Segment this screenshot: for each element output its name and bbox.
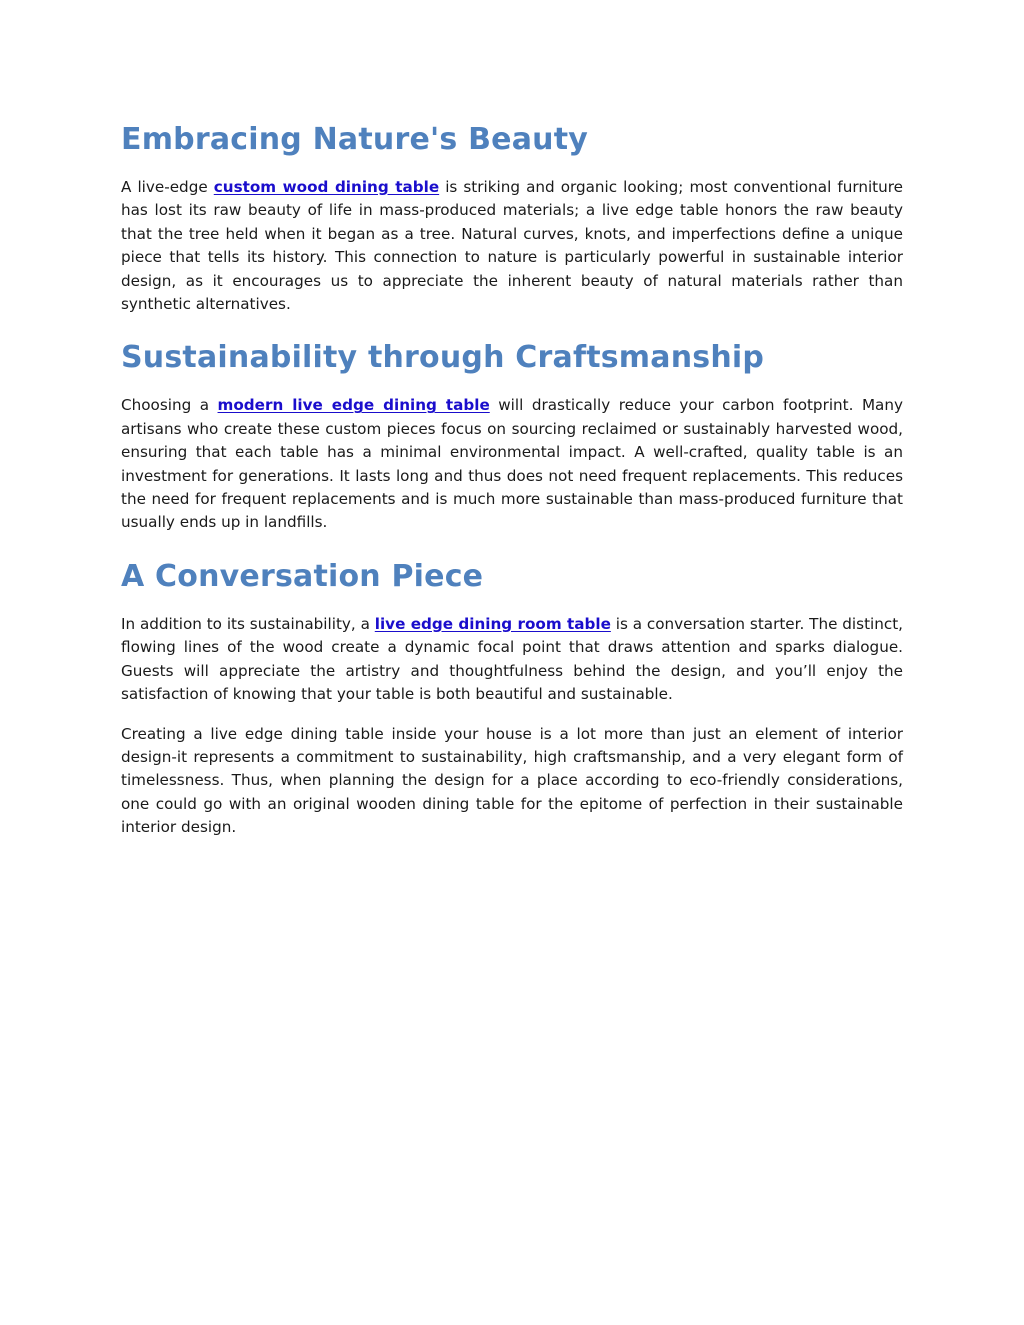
text-segment: is a conversation starter. The distinct, flowing lines of the wood create a dynamic focal point that draws attention and sparks dialogue. Guests will appreciate the artistry and thoughtfulness behind the design, and you’ll enjoy the satisfaction of knowing that your table is both beautiful and sustainable. bbox=[121, 614, 903, 704]
heading-a-conversation-piece: A Conversation Piece bbox=[121, 558, 484, 594]
heading-embracing-natures-beauty: Embracing Nature's Beauty bbox=[121, 122, 588, 157]
paragraph-natures-beauty bbox=[121, 176, 903, 316]
heading-sustainability-through-craftsmanship: Sustainability through Craftsmanship bbox=[121, 340, 765, 376]
text-segment: In addition to its sustainability, a bbox=[121, 614, 375, 633]
text-segment: is striking and organic looking; most conventional furniture has lost its raw beauty of life in mass-produced materials; a live edge table honors the raw beauty that the tree held when it began as a tree. Natural curves, knots, and imperfections define a unique piece that tells its history. This connection to nature is particularly powerful in sustainable interior design, as it encourages us to appreciate the inherent beauty of natural materials rather than synthetic alternatives. bbox=[121, 178, 904, 314]
link-live-edge-dining-room-table[interactable]: live edge dining room table bbox=[374, 614, 611, 633]
text-segment: will drastically reduce your carbon footprint. Many artisans who create these custom pieces focus on sourcing reclaimed or sustainably harvested wood, ensuring that each table has a minimal environmental impact. A well-crafted, quality table is an investment for generations. It lasts long and thus does not need frequent replacements. This reduces the need for frequent replacements and is much more sustainable than mass-produced furniture that usually ends up in landfills. bbox=[121, 396, 903, 532]
link-modern-live-edge-dining-table[interactable]: modern live edge dining table bbox=[217, 396, 490, 415]
paragraph-conversation-piece bbox=[121, 613, 903, 707]
paragraph-sustainability bbox=[121, 394, 903, 534]
document-page bbox=[121, 118, 903, 856]
paragraph-conclusion: Creating a live edge dining table inside your house is a lot more than just an element of interior design-it represents a commitment to sustainability, high craftsmanship, and a very elegant form of timelessness. Thus, when planning the design for a place according to eco-friendly considerations, one could go with an original wooden dining table for the epitome of perfection in their sustainable interior design. bbox=[121, 724, 903, 837]
text-segment: A live-edge bbox=[121, 178, 214, 196]
text-segment: Choosing a bbox=[121, 396, 218, 415]
link-custom-wood-dining-table[interactable]: custom wood dining table bbox=[213, 178, 440, 196]
